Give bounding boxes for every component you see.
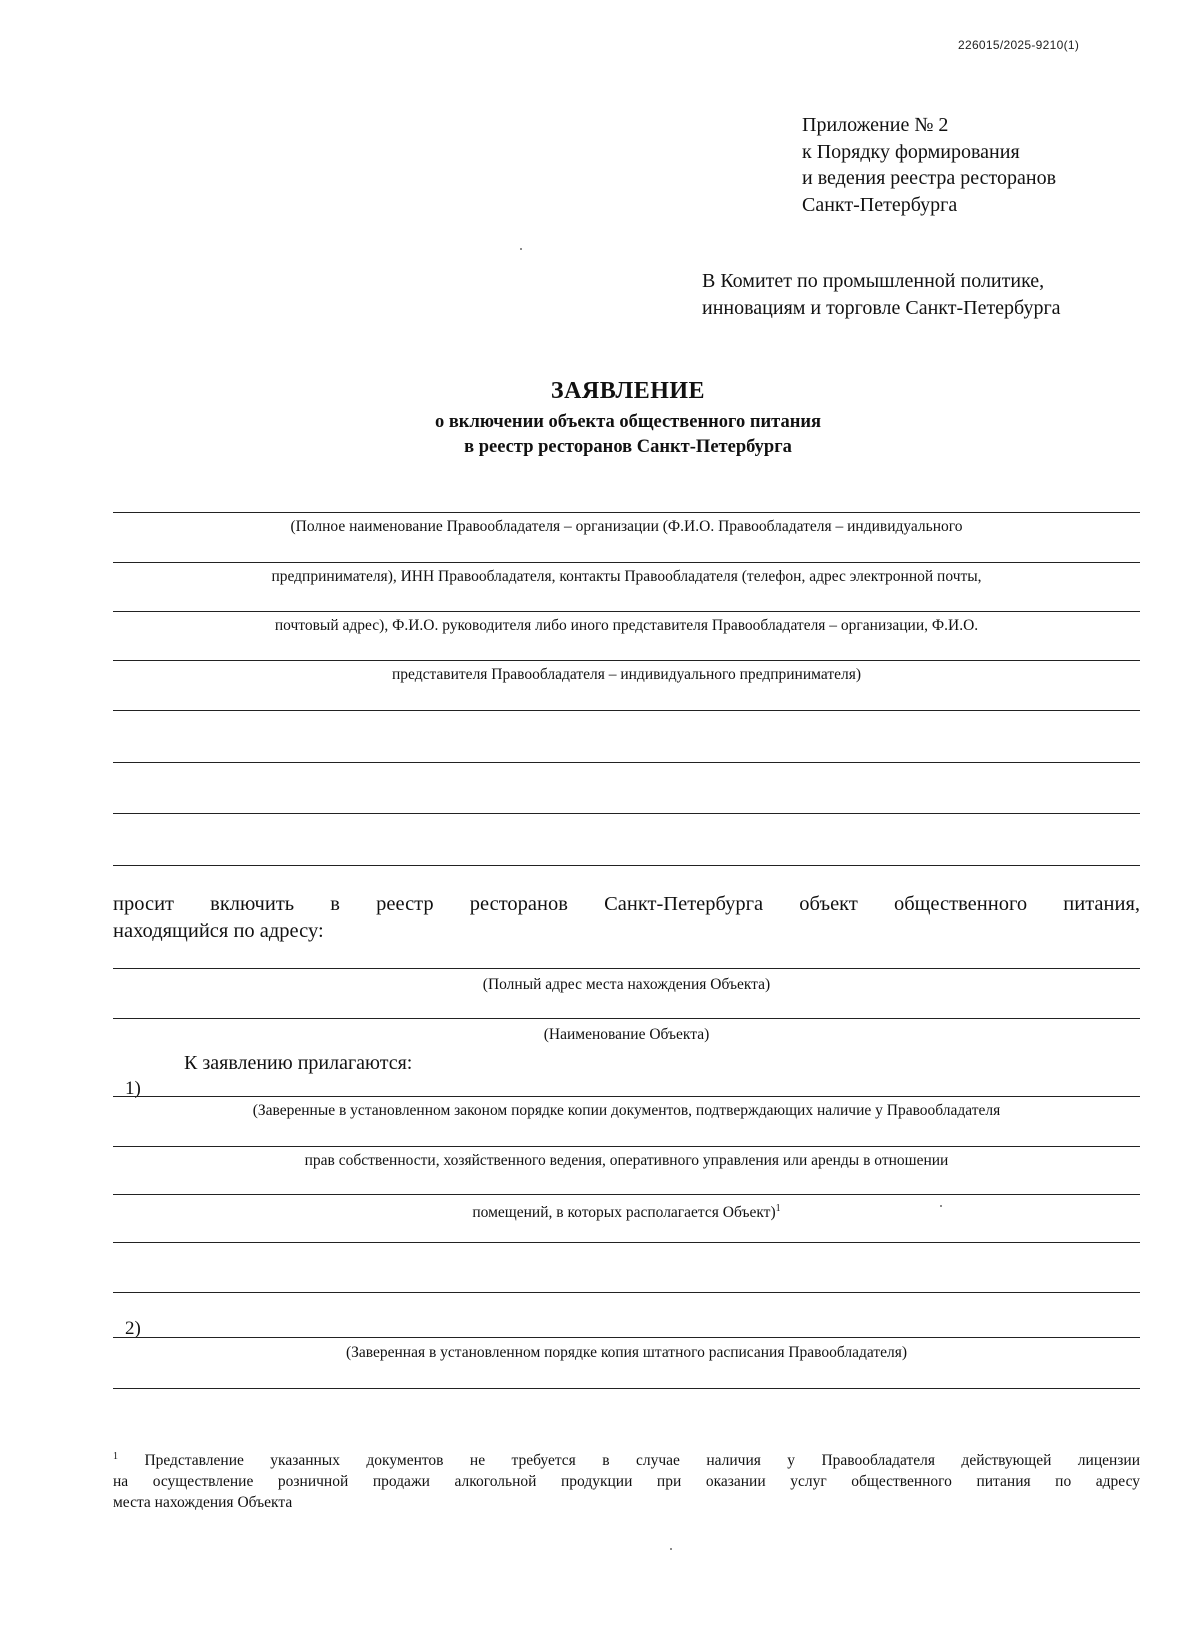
attachment-caption: (Заверенная в установленном порядке копия штатного расписания Правообладателя) xyxy=(345,1344,908,1361)
document-title: ЗАЯВЛЕНИЕ xyxy=(550,378,706,404)
footnote-line: места нахождения Объекта xyxy=(113,1494,293,1512)
subtitle-line: в реестр ресторанов Санкт-Петербурга xyxy=(464,437,792,457)
address-field-line[interactable] xyxy=(113,968,1140,969)
attachment-field-line[interactable] xyxy=(113,1292,1140,1293)
addressee-line: инновациям и торговле Санкт-Петербурга xyxy=(702,297,1061,319)
scan-speck xyxy=(940,1205,942,1207)
appendix-line: и ведения реестра ресторанов xyxy=(802,167,1057,189)
subtitle-line: о включении объекта общественного питания xyxy=(434,412,822,432)
attachment-field-line[interactable] xyxy=(113,1242,1140,1243)
footnote xyxy=(113,1446,1140,1513)
addressee-line: В Комитет по промышленной политике, xyxy=(702,270,1045,292)
applicant-field-line[interactable] xyxy=(113,813,1140,814)
attachments-heading: К заявлению прилагаются: xyxy=(184,1052,413,1074)
attachment-caption: (Заверенные в установленном законом порядке копии документов, подтверждающих наличие у Правообладателя xyxy=(252,1102,1001,1119)
footnote-line: на осуществление розничной продажи алкогольной продукции при оказании услуг общественного питания по адресу xyxy=(113,1473,1140,1491)
footnote-line xyxy=(113,1446,1140,1471)
attachment-field-line[interactable] xyxy=(113,1146,1140,1147)
request-paragraph xyxy=(113,891,1140,945)
attachment-field-line[interactable] xyxy=(113,1337,1140,1338)
object-name-caption: (Наименование Объекта) xyxy=(543,1026,710,1043)
attachment-field-line[interactable] xyxy=(113,1096,1140,1097)
appendix-line: Приложение № 2 xyxy=(802,114,949,136)
addressee-block xyxy=(702,268,1061,322)
document-subtitle xyxy=(0,410,1200,460)
field-caption: (Полное наименование Правообладателя – организации (Ф.И.О. Правообладателя – индивидуального xyxy=(290,518,963,535)
scan-speck xyxy=(670,1548,672,1550)
attachment-field-line[interactable] xyxy=(113,1194,1140,1195)
applicant-field-line[interactable] xyxy=(113,512,1140,513)
attachment-caption-with-note xyxy=(113,1200,1140,1222)
attachment-number: 2) xyxy=(125,1318,141,1339)
footnote-text: Представление указанных документов не требуется в случае наличия у Правообладателя действующей лицензии xyxy=(144,1452,1141,1470)
applicant-field-line[interactable] xyxy=(113,865,1140,866)
appendix-line: к Порядку формирования xyxy=(802,140,1020,163)
attachment-caption: прав собственности, хозяйственного ведения, оперативного управления или аренды в отношении xyxy=(304,1152,949,1169)
applicant-field-line[interactable] xyxy=(113,660,1140,661)
field-caption: представителя Правообладателя – индивидуального предпринимателя) xyxy=(391,666,862,683)
scan-speck xyxy=(520,248,522,250)
object-name-field-line[interactable] xyxy=(113,1018,1140,1019)
footnote-reference: 1 xyxy=(775,1203,781,1214)
field-caption: почтовый адрес), Ф.И.О. руководителя либо иного представителя Правообладателя – организации, Ф.И.О. xyxy=(274,617,979,634)
request-line: находящийся по адресу: xyxy=(113,920,324,942)
attachment-number: 1) xyxy=(125,1078,141,1099)
appendix-reference xyxy=(802,112,1056,218)
attachment-field-line[interactable] xyxy=(113,1388,1140,1389)
field-caption: предпринимателя), ИНН Правообладателя, контакты Правообладателя (телефон, адрес электронной почты, xyxy=(271,568,982,585)
appendix-line: Санкт-Петербурга xyxy=(802,193,958,216)
attachment-caption: помещений, в которых располагается Объект) xyxy=(472,1204,776,1222)
applicant-field-line[interactable] xyxy=(113,710,1140,711)
document-number: 226015/2025-9210(1) xyxy=(958,38,1080,52)
applicant-field-line[interactable] xyxy=(113,611,1140,612)
applicant-field-line[interactable] xyxy=(113,562,1140,563)
applicant-field-line[interactable] xyxy=(113,762,1140,763)
address-caption: (Полный адрес места нахождения Объекта) xyxy=(482,976,771,993)
footnote-mark: 1 xyxy=(113,1451,118,1462)
request-line: просит включить в реестр ресторанов Санкт-Петербурга объект общественного питания, xyxy=(113,893,1140,915)
